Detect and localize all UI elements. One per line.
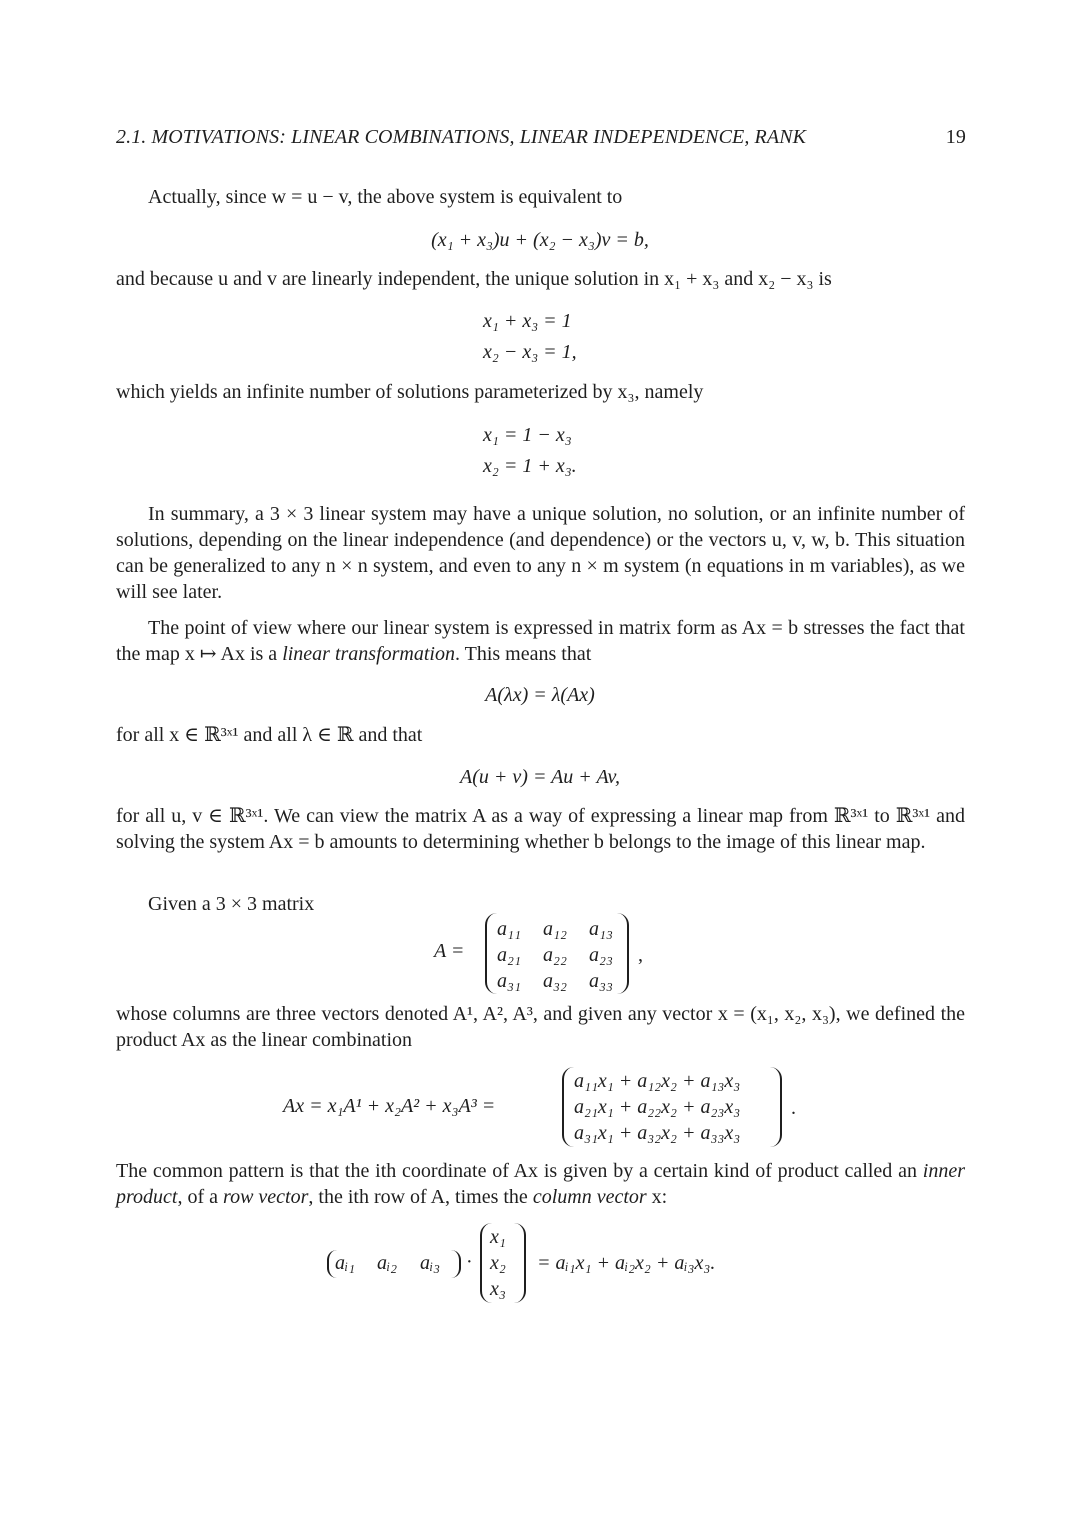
equation-3-line-1: x₁ = 1 − x₃ bbox=[483, 424, 572, 446]
right-paren bbox=[768, 1067, 782, 1147]
inner-product-term: inner product bbox=[116, 1160, 965, 1208]
paragraph-9: whose columns are three vectors denoted A¹, A², A³, and given any vector x = (x₁, x₂, x₃), we defined the product Ax as the linear combination bbox=[116, 1003, 965, 1051]
paragraph-8-text: Given a 3 × 3 matrix bbox=[148, 893, 315, 915]
matrix-a-cell: a₁₃ bbox=[589, 918, 613, 940]
matrix-a-cell: a₃₂ bbox=[543, 970, 567, 992]
equation-2 bbox=[483, 306, 577, 368]
paragraph-10-text: , of a bbox=[177, 1186, 224, 1208]
equation-6-lhs: Ax = x₁A¹ + x₂A² + x₃A³ = bbox=[283, 1095, 496, 1117]
equation-3-line-2: x₂ = 1 + x₃. bbox=[483, 455, 577, 477]
paragraph-4 bbox=[116, 501, 965, 605]
paragraph-10-text: The common pattern is that the ith coordinate of Ax is given by a certain kind of product called an bbox=[116, 1160, 923, 1182]
row-vector-entry: aᵢ₃ bbox=[420, 1252, 441, 1274]
equation-6-tail: . bbox=[791, 1097, 796, 1119]
right-paren bbox=[615, 913, 629, 994]
column-entry: a₃₁x₁ + a₃₂x₂ + a₃₃x₃ bbox=[574, 1122, 741, 1144]
matrix-a-cell: a₂₁ bbox=[497, 944, 521, 966]
paragraph-2: and because u and v are linearly independent, the unique solution in x₁ + x₃ and x₂ − x₃ is bbox=[116, 268, 832, 290]
paragraph-10-text: , the ith row of A, times the bbox=[308, 1186, 533, 1208]
column-vector-entry: x₃ bbox=[490, 1278, 506, 1300]
paragraph-5 bbox=[116, 615, 965, 667]
column-vector-entry: x₁ bbox=[490, 1226, 506, 1248]
equation-1: (x₁ + x₃)u + (x₂ − x₃)v = b, bbox=[431, 229, 649, 251]
paragraph-1-text: Actually, since w = u − v, the above system is equivalent to bbox=[148, 186, 623, 208]
paragraph-5-text: The point of view where our linear system is expressed in matrix form as Ax = b stresses the fact that the map x ↦ Ax is a bbox=[116, 617, 965, 665]
equation-6-column bbox=[562, 1067, 782, 1147]
dot-operator: · bbox=[466, 1251, 473, 1273]
paragraph-5-tail: . This means that bbox=[454, 643, 592, 665]
column-vector bbox=[480, 1223, 526, 1303]
linear-transformation-term: linear transformation bbox=[282, 643, 455, 665]
column-vector-entry: x₂ bbox=[490, 1252, 506, 1274]
paragraph-3: which yields an infinite number of solutions parameterized by x₃, namely bbox=[116, 381, 704, 403]
equation-2-line-1: x₁ + x₃ = 1 bbox=[483, 310, 572, 332]
matrix-a-tail: , bbox=[638, 944, 643, 966]
paragraph-1 bbox=[116, 184, 965, 210]
equation-7-rhs: = aᵢ₁x₁ + aᵢ₂x₂ + aᵢ₃x₃. bbox=[537, 1252, 716, 1274]
row-vector-term: row vector bbox=[223, 1186, 309, 1208]
matrix-a-lhs: A = bbox=[434, 940, 465, 962]
row-vector-entry: aᵢ₁ bbox=[335, 1252, 356, 1274]
row-vector bbox=[327, 1250, 461, 1278]
matrix-a-cell: a₂₂ bbox=[543, 944, 567, 966]
paragraph-6: for all x ∈ ℝ³ˣ¹ and all λ ∈ ℝ and that bbox=[116, 724, 423, 746]
matrix-a bbox=[485, 913, 629, 994]
page-number: 19 bbox=[945, 126, 966, 148]
column-entry: a₂₁x₁ + a₂₂x₂ + a₂₃x₃ bbox=[574, 1096, 741, 1118]
column-entry: a₁₁x₁ + a₁₂x₂ + a₁₃x₃ bbox=[574, 1070, 741, 1092]
equation-5: A(u + v) = Au + Av, bbox=[460, 766, 620, 788]
equation-2-line-2: x₂ − x₃ = 1, bbox=[483, 341, 577, 363]
matrix-a-cell: a₃₃ bbox=[589, 970, 613, 992]
paragraph-7: for all u, v ∈ ℝ³ˣ¹. We can view the matrix A as a way of expressing a linear map from ℝ³ˣ¹ to ℝ³ˣ¹ and solving the system Ax = b amounts to determining whether b belongs to the image of this linear map. bbox=[116, 805, 965, 853]
equation-4: A(λx) = λ(Ax) bbox=[485, 684, 595, 706]
matrix-a-cell: a₁₂ bbox=[543, 918, 567, 940]
matrix-a-cell: a₁₁ bbox=[497, 918, 521, 940]
column-vector-term: column vector bbox=[532, 1186, 647, 1208]
header-title: 2.1. MOTIVATIONS: LINEAR COMBINATIONS, LINEAR INDEPENDENCE, RANK bbox=[116, 126, 807, 148]
running-header bbox=[116, 126, 966, 149]
equation-3 bbox=[483, 420, 577, 482]
paragraph-4-text: In summary, a 3 × 3 linear system may have a unique solution, no solution, or an infinite number of solutions, depending on the linear independence (and dependence) or the vectors u, v, w, b. This situation can be generalized to any n × n system, and even to any n × m system (n equations in m variables), as we will see later. bbox=[116, 503, 965, 603]
matrix-a-cell: a₂₃ bbox=[589, 944, 613, 966]
right-paren bbox=[451, 1250, 461, 1278]
row-vector-entry: aᵢ₂ bbox=[377, 1252, 398, 1274]
matrix-a-cell: a₃₁ bbox=[497, 970, 521, 992]
right-paren bbox=[512, 1223, 526, 1303]
paragraph-10 bbox=[116, 1158, 965, 1210]
paragraph-10-text: x: bbox=[646, 1186, 668, 1208]
